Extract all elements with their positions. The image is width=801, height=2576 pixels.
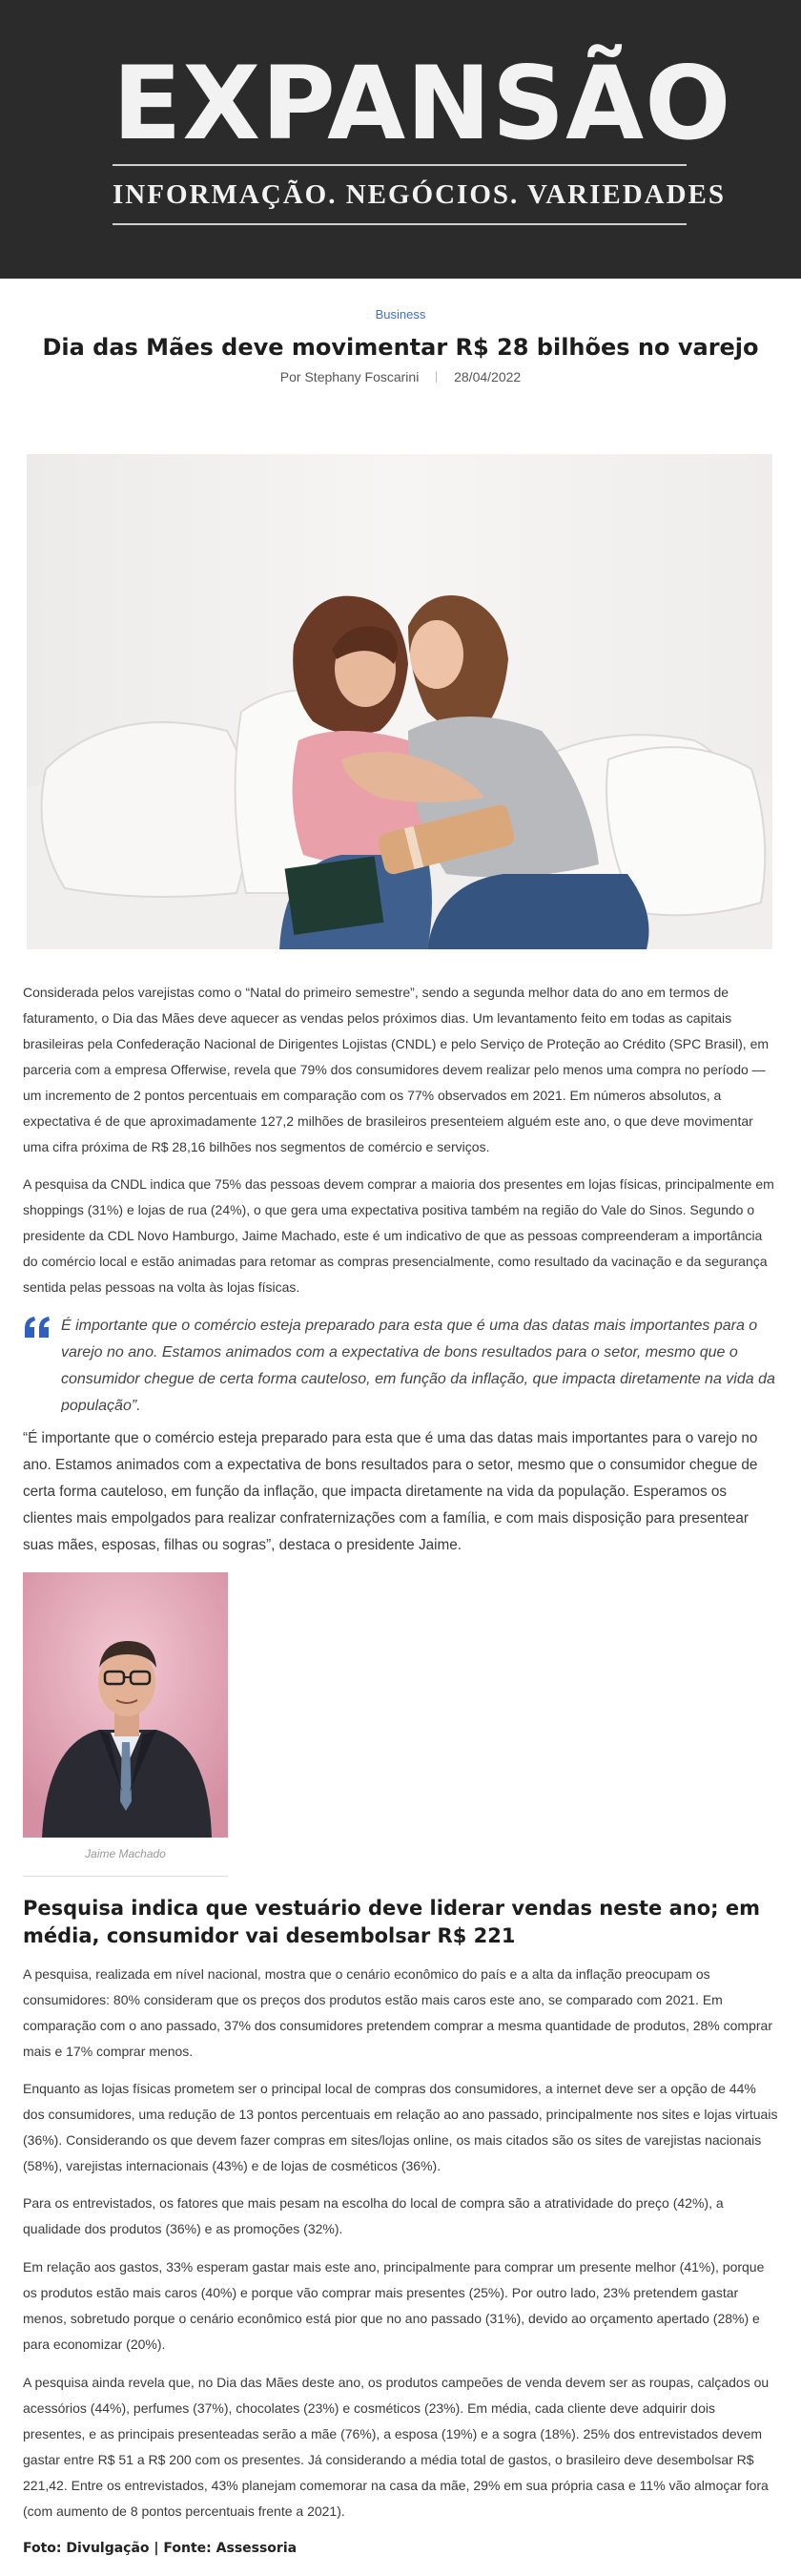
author-link[interactable]: Por Stephany Foscarini xyxy=(279,369,420,384)
pull-quote xyxy=(23,1313,778,1412)
article-paragraph: A pesquisa da CNDL indica que 75% das pessoas devem comprar a maioria dos presentes em lojas físicas, principalmente em shoppings (31%) e lojas de rua (24%), o que gera uma expectativa positiva também na região do Vale do Sinos. Segundo o presidente da CDL Novo Hamburgo, Jaime Machado, este é um indicativo de que as pessoas compreenderam a importância do comércio local e estão animadas para retomar as compras presencialmente, como resultado da vacinação e da segurança sentida pelas pessoas na volta às lojas físicas. xyxy=(23,1176,774,1295)
site-logo[interactable] xyxy=(113,45,732,225)
publish-date: 28/04/2022 xyxy=(454,369,522,384)
pull-quote-text: É importante que o comércio esteja preparado para esta que é uma das datas mais importantes para o varejo no ano. Estamos animados com a expectativa de bons resultados para o setor, mesmo que o consumidor chegue de certa forma cauteloso, em função da inflação, que impacta diretamente na vida da população”. xyxy=(61,1318,775,1412)
site-masthead xyxy=(0,0,801,279)
man-in-suit-illustration xyxy=(23,1572,228,1838)
logo-divider-bottom xyxy=(113,223,687,225)
category-link[interactable]: Business xyxy=(375,307,426,322)
article-paragraph: A pesquisa ainda revela que, no Dia das Mães deste ano, os produtos campeões de venda devem ser as roupas, calçados ou acessórios (44%), perfumes (37%), chocolates (23%) e cosméticos (23%). Em média, cada cliente deve adquirir dois presentes, e as principais presenteadas serão a mãe (76%), a esposa (19%) e a sogra (18%). 25% dos entrevistados devem gastar entre R$ 51 a R$ 200 com os presentes. Já considerando a média total de gastos, o brasileiro deve desembolsar R$ 221,42. Entre os entrevistados, 43% planejam comemorar na casa da mãe, 29% em sua própria casa e 11% vão almoçar fora (com aumento de 8 pontos percentuais frente a 2021). xyxy=(23,2375,770,2519)
meta-separator xyxy=(436,371,437,383)
article-meta xyxy=(0,369,801,384)
article-paragraph: Enquanto as lojas físicas prometem ser o principal local de compras dos consumidores, a internet deve ser a opção de 44% dos consumidores, uma redução de 13 pontos percentuais em relação ao ano passado, principalmente nos sites e lojas virtuais (36%). Considerando os que devem fazer compras em sites/lojas online, os mais citados são os sites de varejistas nacionais (58%), varejistas internacionais (43%) e de lojas de cosméticos (36%). xyxy=(23,2081,778,2173)
logo-title: EXPANSÃO xyxy=(113,45,732,162)
quote-icon xyxy=(23,1313,51,1341)
photo-credit: Foto: Divulgação | Fonte: Assessoria xyxy=(23,2541,298,2556)
mother-daughter-hug-illustration xyxy=(27,454,772,949)
article-paragraph: A pesquisa, realizada em nível nacional, mostra que o cenário econômico do país e a alta da inflação preocupam os consumidores: 80% consideram que os preços dos produtos estão mais caros este ano, se comparado com 2021. Em comparação com o ano passado, 37% dos consumidores pretendem comprar a mesma quantidade de produtos, 28% comprar mais e 17% comprar menos. xyxy=(23,1966,772,2059)
logo-tagline: INFORMAÇÃO. NEGÓCIOS. VARIEDADES xyxy=(113,179,727,210)
portrait-caption: Jaime Machado xyxy=(85,1847,166,1860)
hero-image xyxy=(27,454,772,949)
section-heading: Pesquisa indica que vestuário deve liderar vendas neste ano; em média, consumidor vai desembolsar R$ 221 xyxy=(23,1897,760,1947)
quote-paragraph: “É importante que o comércio esteja preparado para esta que é uma das datas mais importantes para o varejo no ano. Estamos animados com a expectativa de bons resultados para o setor, mesmo que o consumidor chegue de certa forma cauteloso, em função da inflação, que impacta diretamente na vida da população. Esperamos os clientes mais empolgados para realizar confraternizações com a família, e com mais disposição para presentear suas mães, esposas, filhas ou sogras”, destaca o presidente Jaime. xyxy=(23,1430,758,1553)
article-title: Dia das Mães deve movimentar R$ 28 bilhões no varejo xyxy=(42,334,759,361)
portrait-photo xyxy=(23,1572,228,1838)
caption-divider xyxy=(23,1876,228,1877)
article-paragraph: Em relação aos gastos, 33% esperam gastar mais este ano, principalmente para comprar um presente melhor (41%), porque os produtos estão mais caros (40%) e porque vão comprar mais presentes (25%). Por outro lado, 23% pretendem gastar menos, sobretudo porque o cenário econômico está pior que no ano passado (31%), devido ao orçamento apertado (28%) e para economizar (20%). xyxy=(23,2259,765,2352)
article-paragraph: Considerada pelos varejistas como o “Natal do primeiro semestre”, sendo a segunda melhor data do ano em termos de faturamento, o Dia das Mães deve aquecer as vendas pelos próximos dias. Um levantamento feito em todas as capitais brasileiras pela Confederação Nacional de Dirigentes Lojistas (CNDL) e pelo Serviço de Proteção ao Crédito (SPC Brasil), em parceria com a empresa Offerwise, revela que 79% dos consumidores devem realizar pelo menos uma compra no período — um incremento de 2 pontos percentuais em comparação com os 77% observados em 2021. Em números absolutos, a expectativa é de que aproximadamente 127,2 milhões de brasileiros presenteiem alguém este ano, o que deve movimentar uma cifra próxima de R$ 28,16 bilhões nos segmentos de comércio e serviços. xyxy=(23,985,770,1154)
article-paragraph: Para os entrevistados, os fatores que mais pesam na escolha do local de compra são a atratividade do preço (42%), a qualidade dos produtos (36%) e as promoções (32%). xyxy=(23,2195,724,2236)
